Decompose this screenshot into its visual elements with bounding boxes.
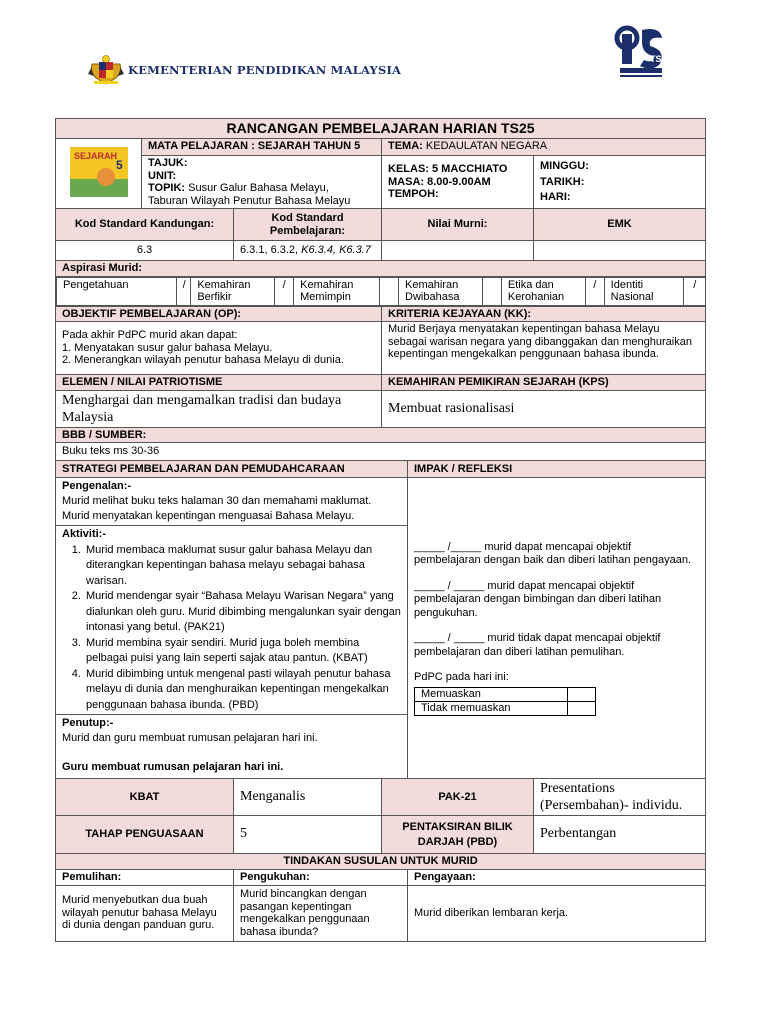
- kk-label: KRITERIA KEJAYAAN (KK):: [382, 306, 706, 322]
- pdpc-table: [414, 687, 596, 716]
- page-title: RANCANGAN PEMBELAJARAN HARIAN TS25: [56, 119, 706, 139]
- pdpc-option: Tidak memuaskan: [415, 701, 568, 715]
- aktiviti-item: 2. Murid mendengar syair “Bahasa Melayu Warisan Negara” yang dialunkan oleh guru. Murid dibimbing mengalunkan syair dengan intonasi yang betul. (PAK21): [84, 589, 401, 636]
- pengukuhan-label: Pengukuhan:: [234, 869, 408, 885]
- pengenalan-block: Pengenalan:- Murid melihat buku teks halaman 30 dan memahami maklumat. Murid menyatakan kepentingan menguasai Bahasa Melayu.: [56, 478, 408, 526]
- refleksi-item: _____ /_____ murid dapat mencapai objektif pembelajaran dengan baik dan diberi latihan pengayaan.: [414, 540, 692, 566]
- op-label: OBJEKTIF PEMBELAJARAN (OP):: [56, 306, 382, 322]
- aspirasi-mark: [380, 277, 399, 305]
- emk-label: EMK: [534, 209, 706, 241]
- mata-pelajaran: MATA PELAJARAN : SEJARAH TAHUN 5: [142, 139, 382, 156]
- tajuk-block: TAJUK: UNIT: TOPIK: Susur Galur Bahasa Melayu, Taburan Wilayah Penutur Bahasa Melayu: [142, 156, 382, 209]
- svg-text:5: 5: [115, 157, 123, 172]
- aspirasi-item: Identiti Nasional: [604, 277, 684, 305]
- ministry-name: KEMENTERIAN PENDIDIKAN MALAYSIA: [128, 63, 402, 77]
- aspirasi-mark: /: [176, 277, 191, 305]
- refleksi-block: [408, 478, 706, 779]
- pbd-label: PENTAKSIRAN BILIK DARJAH (PBD): [382, 816, 534, 854]
- pengukuhan-text: Murid bincangkan dengan pasangan kepentingan mengekalkan penggunaan bahasa ibunda?: [234, 885, 408, 941]
- ministry-logo: [88, 54, 402, 88]
- bbb-value: Buku teks ms 30-36: [56, 443, 706, 461]
- aspirasi-mark: /: [684, 277, 705, 305]
- kps-label: KEMAHIRAN PEMIKIRAN SEJARAH (KPS): [382, 375, 706, 391]
- aspirasi-row: [56, 276, 706, 306]
- aktiviti-item: 1. Murid membaca maklumat susur galur bahasa Melayu dan diterangkan kepentingan bahasa melayu sebagai bahasa warisan.: [84, 543, 401, 590]
- kbat-value: Menganalis: [234, 779, 382, 816]
- elemen-value: Menghargai dan mengamalkan tradisi dan budaya Malaysia: [56, 390, 382, 427]
- pbd-value: Perbentangan: [534, 816, 706, 854]
- aspirasi-item: Kemahiran Memimpin: [294, 277, 380, 305]
- svg-text:SEJARAH: SEJARAH: [73, 150, 117, 161]
- aktiviti-block: Aktiviti:- 1. Murid membaca maklumat susur galur bahasa Melayu dan diterangkan kepentingan bahasa melayu sebagai bahasa warisan. 2. Murid mendengar syair “Bahasa Melayu Warisan Negara” yang dialunkan oleh guru. Murid dibimbing mengalunkan syair dengan intonasi yang betul. (PAK21) 3. Murid membina syair sendiri. Murid juga boleh membina pelbagai puisi yang lain seperti sajak atau pantun. (KBAT) 4. Murid dibimbing untuk mengenal pasti wilayah penutur bahasa melayu di dunia dan menghuraikan kepentingan mengekalkan penggunaan bahasa ibunda. (PBD): [56, 526, 408, 715]
- kod-sk-label: Kod Standard Kandungan:: [56, 209, 234, 241]
- aspirasi-mark: [482, 277, 501, 305]
- aspirasi-mark: /: [275, 277, 294, 305]
- aktiviti-item: 4. Murid dibimbing untuk mengenal pasti wilayah penutur bahasa melayu di dunia dan menghuraikan kepentingan mengekalkan penggunaan bahasa ibunda. (PBD): [84, 667, 401, 714]
- rph-table: [55, 118, 706, 942]
- refleksi-item: _____ / _____ murid dapat mencapai objektif pembelajaran dengan bimbingan dan diberi latihan pengukuhan.: [414, 579, 662, 619]
- minggu-block: MINGGU: TARIKH: HARI:: [534, 156, 706, 209]
- kod-sp-label: Kod Standard Pembelajaran:: [234, 209, 382, 241]
- aspirasi-item: Pengetahuan: [57, 277, 177, 305]
- pemulihan-text: Murid menyebutkan dua buah wilayah penutur bahasa Melayu di dunia dengan panduan guru.: [56, 885, 234, 941]
- pdpc-label: PdPC pada hari ini:: [414, 671, 509, 683]
- ts25-logo: [612, 22, 670, 82]
- kbat-label: KBAT: [56, 779, 234, 816]
- kps-value: Membuat rasionalisasi: [382, 390, 706, 427]
- nilai-murni-label: Nilai Murni:: [382, 209, 534, 241]
- kk-text: Murid Berjaya menyatakan kepentingan bahasa Melayu sebagai warisan negara yang dibanggakan dan menghuraikan kepentingan mengekalkan penggunaan bahasa ibunda.: [382, 322, 706, 375]
- tema: TEMA: KEDAULATAN NEGARA: [382, 139, 706, 156]
- pdpc-checkbox[interactable]: [568, 687, 596, 701]
- kod-sk-value: 6.3: [56, 241, 234, 261]
- pengayaan-text: Murid diberikan lembaran kerja.: [408, 885, 706, 941]
- aktiviti-item: 3. Murid membina syair sendiri. Murid juga boleh membina pelbagai puisi yang lain seperti sajak atau pantun. (KBAT): [84, 636, 401, 667]
- aktiviti-list: [62, 543, 401, 714]
- aspirasi-item: Kemahiran Dwibahasa: [399, 277, 483, 305]
- pak21-label: PAK-21: [382, 779, 534, 816]
- crest-icon: [88, 54, 124, 86]
- tindakan-label: TINDAKAN SUSULAN UNTUK MURID: [56, 854, 706, 870]
- textbook-cover-icon: [70, 147, 128, 197]
- op-text: Pada akhir PdPC murid akan dapat: 1. Menyatakan susur galur bahasa Melayu. 2. Menerangkan wilayah penutur bahasa Melayu di dunia.: [56, 322, 382, 375]
- kod-sp-value: 6.3.1, 6.3.2, K6.3.4, K6.3.7: [234, 241, 382, 261]
- tahap-value: 5: [234, 816, 382, 854]
- strategi-label: STRATEGI PEMBELAJARAN DAN PEMUDAHCARAAN: [56, 461, 408, 478]
- pengayaan-label: Pengayaan:: [408, 869, 706, 885]
- svg-text:TS25: TS25: [650, 54, 670, 64]
- impak-label: IMPAK / REFLEKSI: [408, 461, 706, 478]
- pdpc-option: Memuaskan: [415, 687, 568, 701]
- aspirasi-item: Etika dan Kerohanian: [501, 277, 585, 305]
- book-cover: [56, 139, 142, 209]
- penutup-block: Penutup:- Murid dan guru membuat rumusan pelajaran hari ini. Guru membuat rumusan pelajaran hari ini.: [56, 715, 408, 779]
- elemen-label: ELEMEN / NILAI PATRIOTISME: [56, 375, 382, 391]
- kelas-block: KELAS: 5 MACCHIATO MASA: 8.00-9.00AM TEMPOH:: [382, 156, 534, 209]
- bbb-label: BBB / SUMBER:: [56, 427, 706, 443]
- pak21-value: Presentations (Persembahan)- individu.: [534, 779, 706, 816]
- aspirasi-mark: /: [585, 277, 604, 305]
- nilai-murni-value: [382, 241, 534, 261]
- tahap-label: TAHAP PENGUASAAN: [56, 816, 234, 854]
- refleksi-item: _____ / _____ murid tidak dapat mencapai objektif pembelajaran dan diberi latihan pemulihan.: [414, 632, 661, 658]
- pdpc-checkbox[interactable]: [568, 701, 596, 715]
- aspirasi-item: Kemahiran Berfikir: [191, 277, 275, 305]
- emk-value: [534, 241, 706, 261]
- ts25-logo-icon: [612, 22, 670, 82]
- aspirasi-label: Aspirasi Murid:: [56, 261, 706, 277]
- pemulihan-label: Pemulihan:: [56, 869, 234, 885]
